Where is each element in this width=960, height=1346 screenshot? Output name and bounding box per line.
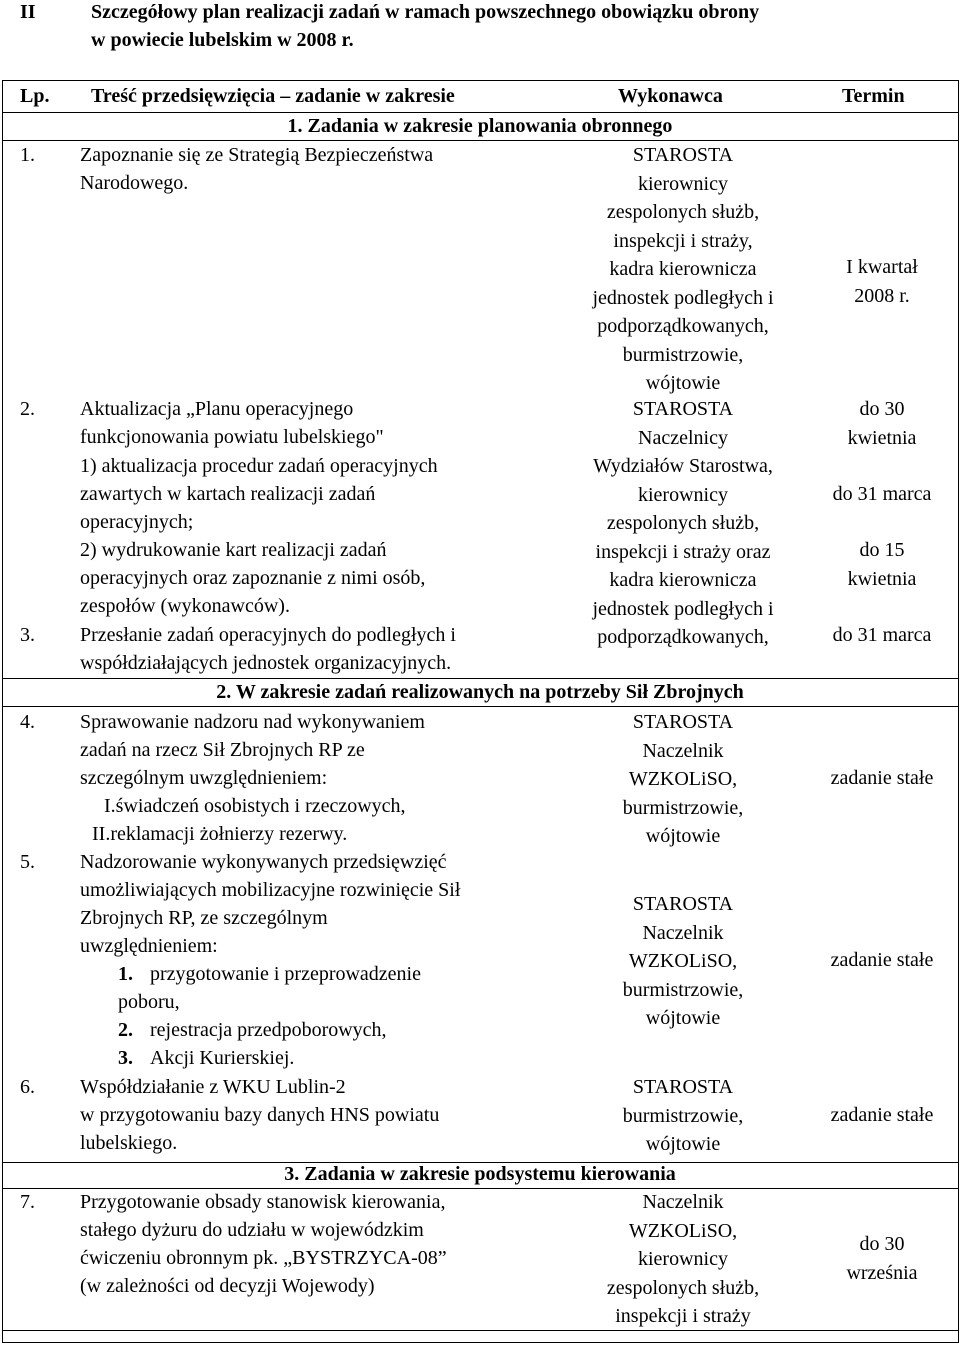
row-2-sub2-line-3: zespołów (wykonawców). — [80, 595, 290, 617]
row-5-item-1-line-1: przygotowanie i przeprowadzenie — [150, 963, 421, 985]
row-6-content-line-1: Współdziałanie z WKU Lublin-2 — [80, 1076, 346, 1098]
column-header-executor: Wykonawca — [618, 85, 723, 107]
column-header-term: Termin — [842, 85, 905, 107]
row-2-executor: STAROSTA Naczelnicy Wydziałów Starostwa, kierownicy zespolonych służb, inspekcji i straży oraz kadra kierownicza jednostek podległych i podporządkowanych, — [592, 398, 774, 648]
column-header-lp: Lp. — [20, 85, 50, 107]
row-1-content-line-1: Zapoznanie się ze Strategią Bezpieczeństwa — [80, 144, 434, 166]
row-6-content-line-2: w przygotowaniu bazy danych HNS powiatu — [80, 1104, 440, 1126]
row-5-item-3-line-1: Akcji Kurierskiej. — [150, 1047, 295, 1069]
row-1-term: I kwartał 2008 r. — [846, 256, 918, 307]
row-2-sub2-term: do 15 kwietnia — [847, 539, 917, 590]
row-5-content-line-4: uwzględnieniem: — [80, 935, 218, 957]
row-7-executor: Naczelnik WZKOLiSO, kierownicy zespolonych służb, inspekcji i straży — [606, 1191, 760, 1327]
row-5-item-1-line-2: poboru, — [118, 991, 180, 1013]
section-heading-1: 1. Zadania w zakresie planowania obronnego — [287, 115, 673, 137]
row-4-number: 4. — [20, 711, 35, 733]
column-header-content: Treść przedsięwzięcia – zadanie w zakresie — [91, 85, 455, 107]
row-2-term: do 30 kwietnia — [847, 398, 917, 449]
row-7-content-line-3: ćwiczeniu obronnym pk. „BYSTRZYCA-08” — [80, 1247, 447, 1269]
section-heading-2: 2. W zakresie zadań realizowanych na potrzeby Sił Zbrojnych — [216, 681, 744, 703]
row-2-sub1-line-1: 1) aktualizacja procedur zadań operacyjnych — [80, 455, 438, 477]
row-7-content-line-1: Przygotowanie obsady stanowisk kierowania, — [80, 1191, 446, 1213]
row-5-executor: STAROSTA Naczelnik WZKOLiSO, burmistrzowie, wójtowie — [622, 893, 744, 1029]
row-6-executor: STAROSTA burmistrzowie, wójtowie — [622, 1076, 744, 1155]
section-heading-3: 3. Zadania w zakresie podsystemu kierowania — [284, 1163, 676, 1185]
row-4-content-line-4: I.świadczeń osobistych i rzeczowych, — [104, 795, 406, 817]
row-1-number: 1. — [20, 144, 35, 166]
page-title-line-2: w powiecie lubelskim w 2008 r. — [91, 29, 354, 51]
row-2-number: 2. — [20, 398, 35, 420]
row-5-item-2-number: 2. — [118, 1019, 133, 1041]
row-7-content-line-4: (w zależności od decyzji Wojewody) — [80, 1275, 375, 1297]
row-3-number: 3. — [20, 624, 35, 646]
row-3-content-line-1: Przesłanie zadań operacyjnych do podległych i — [80, 624, 456, 646]
row-4-executor: STAROSTA Naczelnik WZKOLiSO, burmistrzowie, wójtowie — [622, 711, 744, 847]
row-3-content-line-2: współdziałających jednostek organizacyjnych. — [80, 652, 452, 674]
row-7-term: do 30 września — [846, 1233, 918, 1284]
row-7-number: 7. — [20, 1191, 35, 1213]
row-5-content-line-2: umożliwiających mobilizacyjne rozwinięcie Sił — [80, 879, 461, 901]
section-number: II — [20, 1, 36, 23]
row-4-content-line-5: II.reklamacji żołnierzy rezerwy. — [92, 823, 348, 845]
row-2-sub1-term: do 31 marca — [832, 483, 932, 505]
row-1-content-line-2: Narodowego. — [80, 172, 189, 194]
row-2-content-line-1: Aktualizacja „Planu operacyjnego — [80, 398, 354, 420]
row-5-content-line-1: Nadzorowanie wykonywanych przedsięwzięć — [80, 851, 447, 873]
row-4-content-line-3: szczególnym uwzględnieniem: — [80, 767, 328, 789]
row-2-content-line-2: funkcjonowania powiatu lubelskiego" — [80, 426, 384, 448]
row-2-sub1-line-2: zawartych w kartach realizacji zadań — [80, 483, 376, 505]
row-5-term: zadanie stałe — [830, 949, 934, 971]
row-3-term: do 31 marca — [832, 624, 932, 646]
row-6-content-line-3: lubelskiego. — [80, 1132, 178, 1154]
row-6-term: zadanie stałe — [830, 1104, 934, 1126]
row-7-content-line-2: stałego dyżuru do udziału w wojewódzkim — [80, 1219, 424, 1241]
row-2-sub2-line-2: operacyjnych oraz zapoznanie z nimi osób, — [80, 567, 426, 589]
row-2-sub1-line-3: operacyjnych; — [80, 511, 194, 533]
row-6-number: 6. — [20, 1076, 35, 1098]
row-4-content-line-1: Sprawowanie nadzoru nad wykonywaniem — [80, 711, 425, 733]
row-5-number: 5. — [20, 851, 35, 873]
row-5-item-3-number: 3. — [118, 1047, 133, 1069]
row-5-item-2-line-1: rejestracja przedpoborowych, — [150, 1019, 387, 1041]
row-1-executor: STAROSTA kierownicy zespolonych służb, inspekcji i straży, kadra kierownicza jednostek podległych i podporządkowanych, burmistrzowie, wójtowie — [592, 144, 774, 394]
page-title-line-1: Szczegółowy plan realizacji zadań w ramach powszechnego obowiązku obrony — [91, 1, 760, 23]
row-2-sub2-line-1: 2) wydrukowanie kart realizacji zadań — [80, 539, 387, 561]
row-5-item-1-number: 1. — [118, 963, 133, 985]
row-4-content-line-2: zadań na rzecz Sił Zbrojnych RP ze — [80, 739, 365, 761]
row-4-term: zadanie stałe — [830, 767, 934, 789]
row-5-content-line-3: Zbrojnych RP, ze szczególnym — [80, 907, 328, 929]
